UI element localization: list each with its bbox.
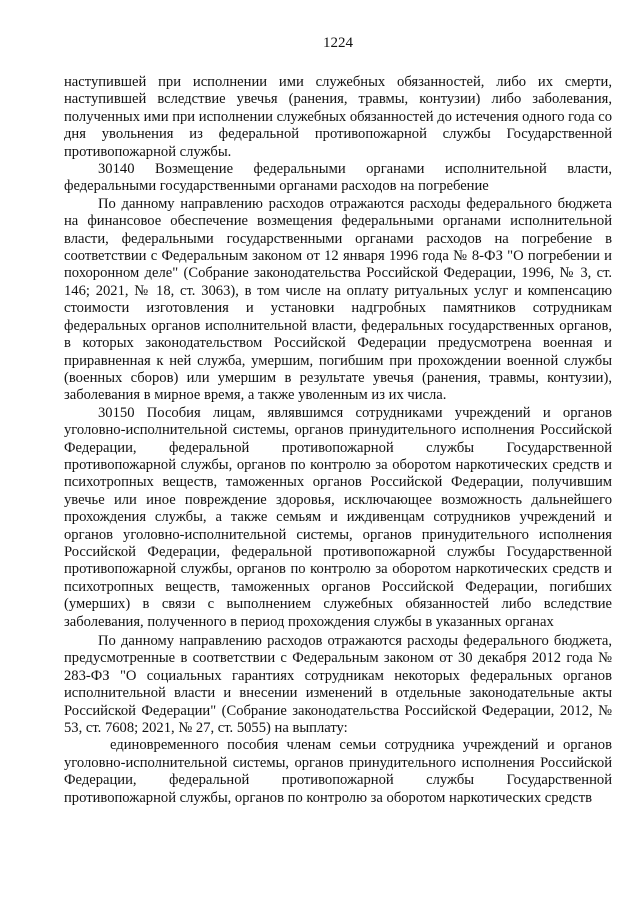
- page-number: 1224: [323, 35, 353, 51]
- paragraph-30150-description: По данному направлению расходов отражаются расходы федерального бюджета, предусмотренные в соответствии с Федеральным законом от 30 декабря 2012 года № 283-ФЗ "О социальных гарантиях сотрудникам некоторых федеральных органов исполнительной власти и внесении изменений в отдельные законодательные акты Российской Федерации" (Собрание законодательства Российской Федерации, 2012, № 53, ст. 7608; 2021, № 27, ст. 5055) на выплату:: [64, 633, 612, 737]
- section-heading-30140: 30140 Возмещение федеральными органами исполнительной власти, федеральными государственными органами расходов на погребение: [64, 161, 612, 195]
- paragraph-30140-description: По данному направлению расходов отражаются расходы федерального бюджета на финансовое обеспечение возмещения федеральными органами исполнительной власти, федеральными государственными органами расходов на погребение в соответствии с Федеральным законом от 12 января 1996 года № 8-ФЗ "О погребении и похоронном деле" (Собрание законодательства Российской Федерации, 1996, № 3, ст. 146; 2021, № 18, ст. 3063), в том числе на оплату ритуальных услуг и компенсацию стоимости изготовления и установки надгробных памятников сотрудникам федеральных органов исполнительной власти, федеральных государственных органов, в которых законодательством Российской Федерации предусмотрена военная и приравненная к ней служба, умершим, погибшим при прохождении военной службы (военных сборов) или умершим в результате увечья (ранения, травмы, контузии), заболевания в мирное время, а также уволенным из их числа.: [64, 195, 612, 404]
- paragraph-lump-sum-benefit: единовременного пособия членам семьи сотрудника учреждений и органов уголовно-исполнительной системы, органов принудительного исполнения Российской Федерации, федеральной противопожарной службы Государственной противопожарной службы, органов по контролю за оборотом наркотических средств: [64, 737, 612, 806]
- section-heading-30150: 30150 Пособия лицам, являвшимся сотрудниками учреждений и органов уголовно-исполнительной системы, органов принудительного исполнения Российской Федерации, федеральной противопожарной службы Государственной противопожарной службы, органов по контролю за оборотом наркотических средств и психотропных веществ, таможенных органов Российской Федерации, получившим увечье или иное повреждение здоровья, исключающее возможность дальнейшего прохождения службы, а также семьям и иждивенцам сотрудников учреждений и органов уголовно-исполнительной системы, органов принудительного исполнения Российской Федерации, федеральной противопожарной службы Государственной противопожарной службы, органов по контролю за оборотом наркотических средств и психотропных веществ, таможенных органов Российской Федерации, погибших (умерших) в связи с выполнением служебных обязанностей либо вследствие заболевания, полученного в период прохождения службы в указанных органах: [64, 404, 612, 630]
- paragraph-continuation: наступившей при исполнении ими служебных обязанностей, либо их смерти, наступившей вследствие увечья (ранения, травмы, контузии) либо заболевания, полученных ими при исполнении служебных обязанностей до истечения одного года со дня увольнения из федеральной противопожарной службы Государственной противопожарной службы.: [64, 74, 612, 160]
